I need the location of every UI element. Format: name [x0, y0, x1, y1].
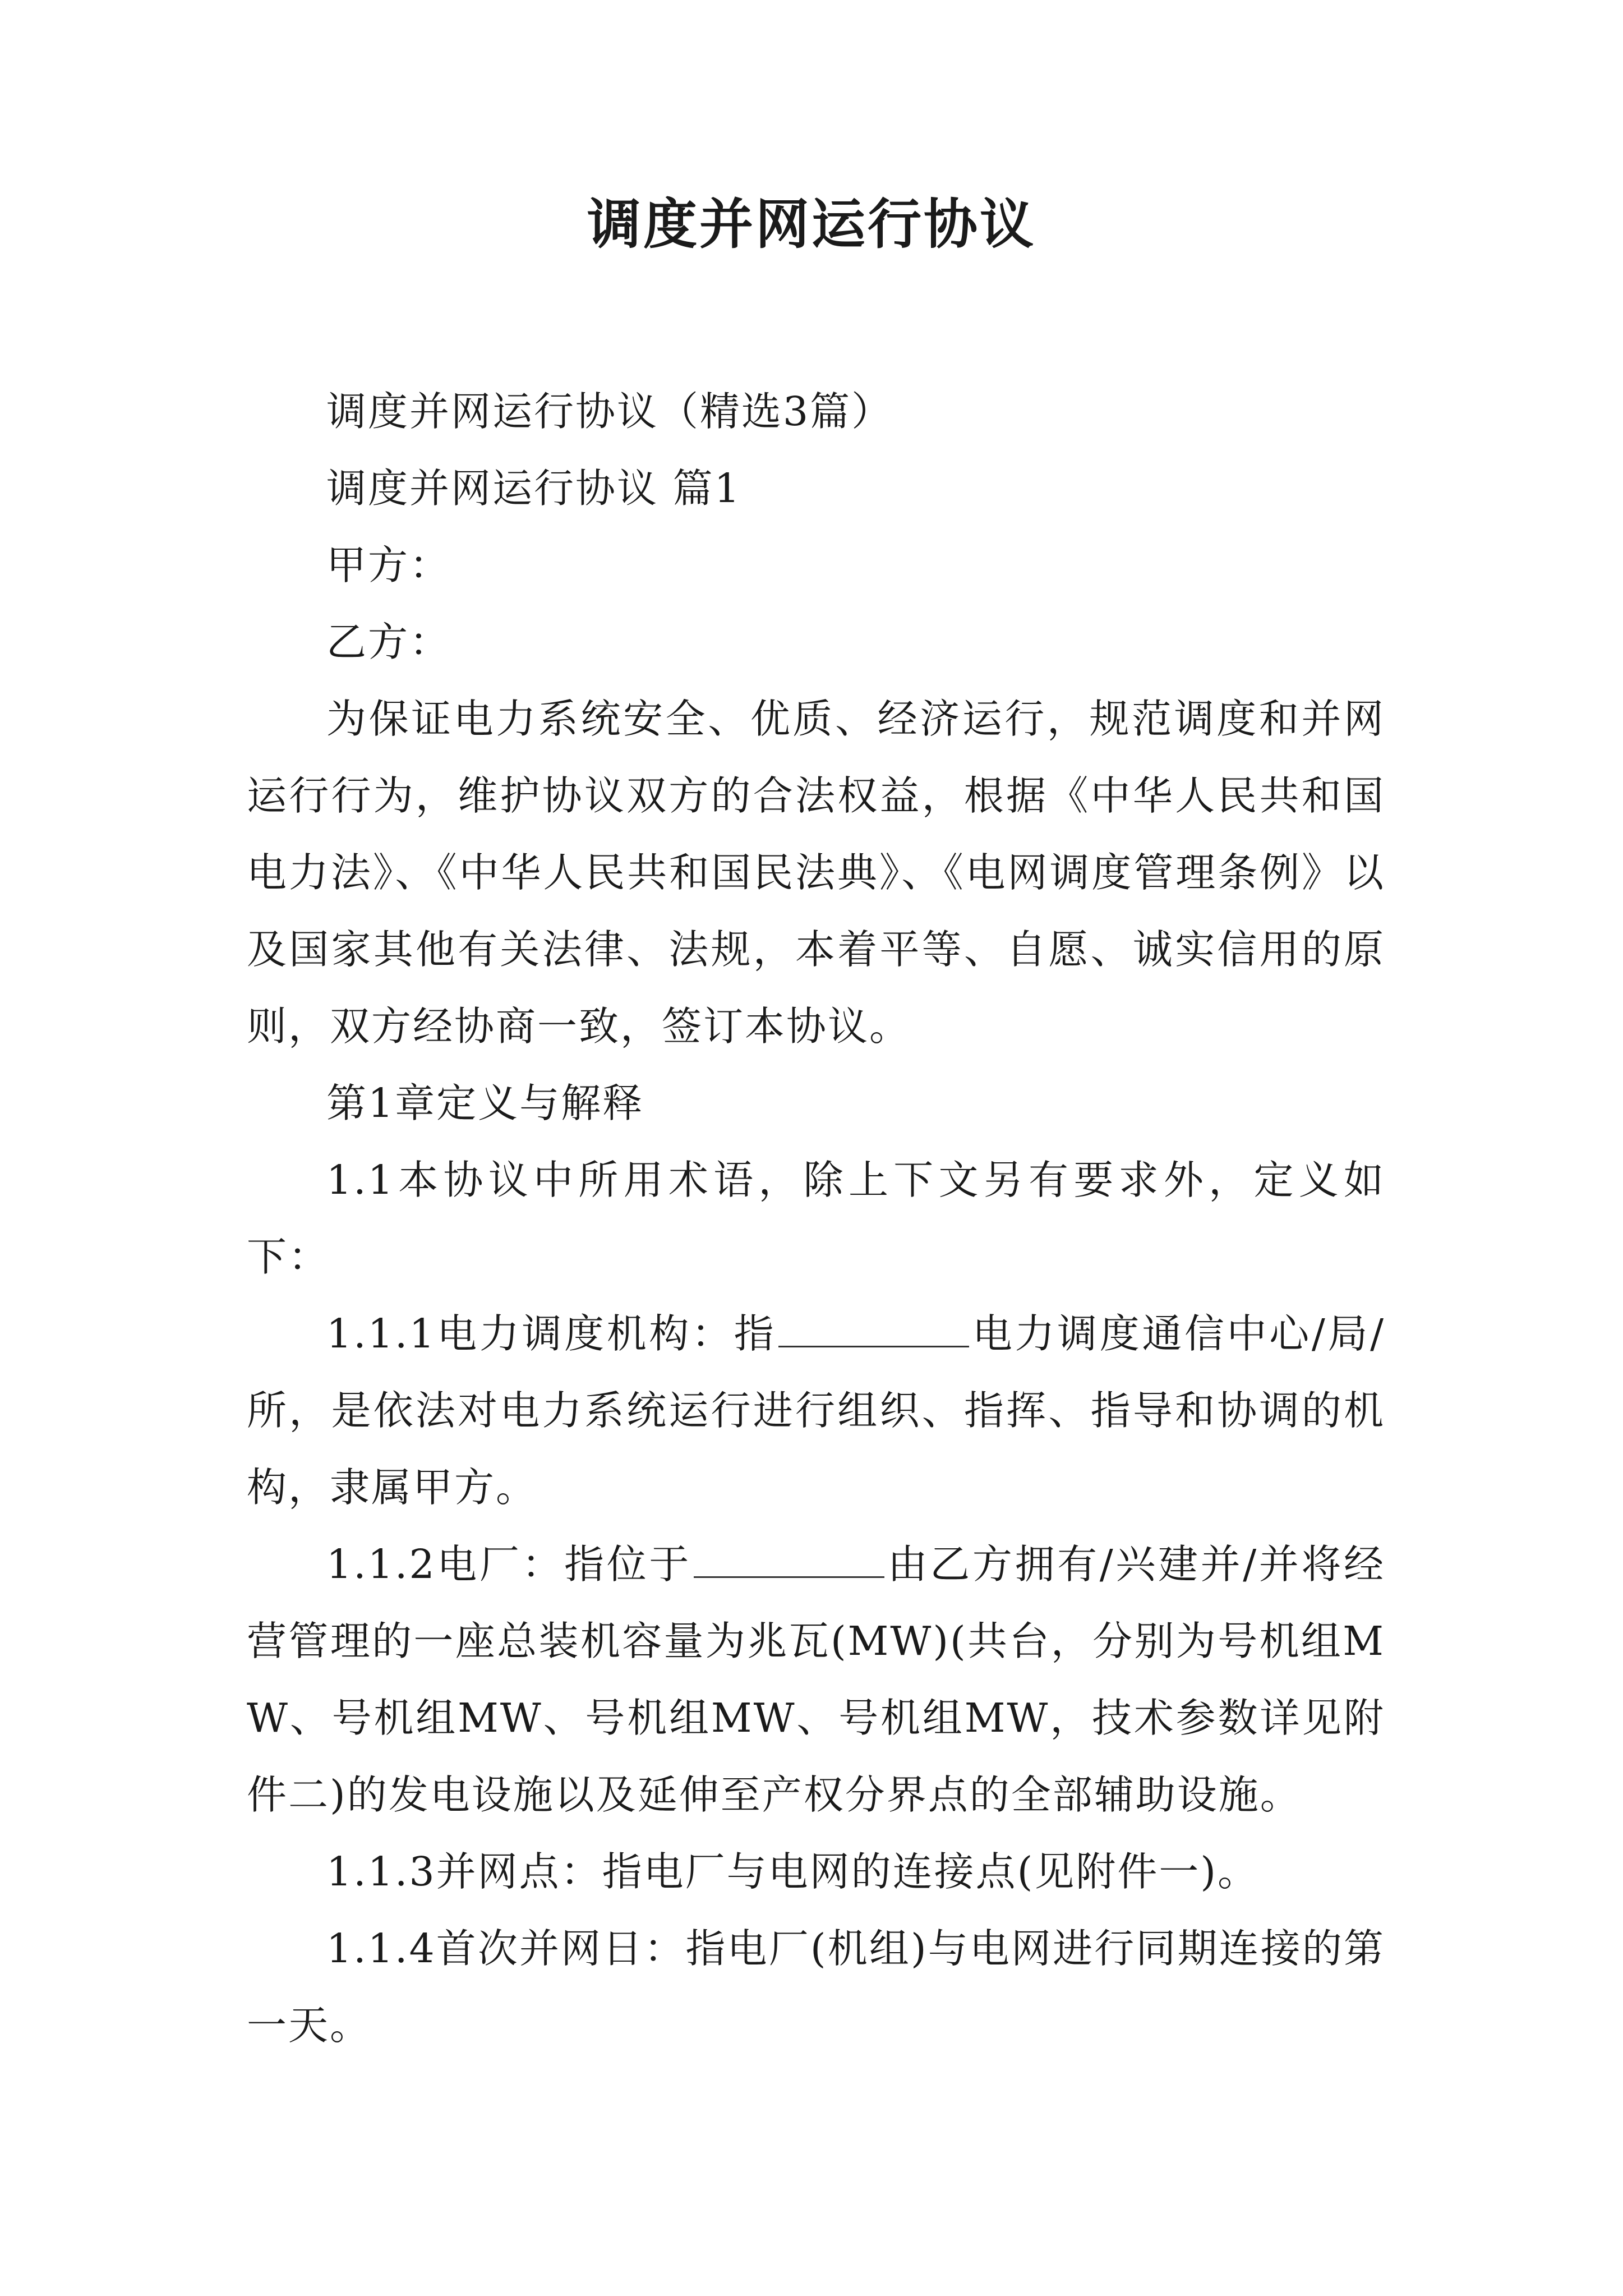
- clause-1-1-1-rest: 电力调度通信中心/局/所，是依法对电力系统运行进行组织、指挥、指导和协调的机构，隶属甲方。: [247, 1310, 1385, 1511]
- party-a: 甲方：: [326, 542, 451, 588]
- chapter-heading: 第1章定义与解释: [326, 1080, 644, 1126]
- document-body: [247, 373, 1385, 2064]
- clause-1-1-4: 1.1.4首次并网日：指电厂(机组)与电网进行同期连接的第一天。: [247, 1925, 1385, 2049]
- subtitle: 调度并网运行协议（精选3篇）: [326, 388, 893, 435]
- document-title: 调度并网运行协议: [587, 192, 1036, 256]
- preamble-paragraph: 为保证电力系统安全、优质、经济运行，规范调度和并网运行行为，维护协议双方的合法权益，根据《中华人民共和国电力法》、《中华人民共和国民法典》、《电网调度管理条例》以及国家其他有关法律、法规，本着平等、自愿、诚实信用的原则，双方经协商一致，签订本协议。: [247, 696, 1385, 1050]
- clause-1-1-2: [247, 1526, 1385, 1833]
- section-heading: 调度并网运行协议 篇1: [326, 465, 741, 512]
- fill-in-blank: [694, 1537, 884, 1578]
- clause-1-1-2-rest: 由乙方拥有/兴建并/并将经营管理的一座总装机容量为兆瓦(MW)(共台，分别为号机组MW、号机组MW、号机组MW、号机组MW，技术参数详见附件二)的发电设施以及延伸至产权分界点的全部辅助设施。: [247, 1541, 1385, 1818]
- clause-1-1: 1.1本协议中所用术语，除上下文另有要求外，定义如下：: [247, 1157, 1385, 1280]
- clause-1-1-1: [247, 1295, 1385, 1526]
- fill-in-blank: [778, 1306, 969, 1347]
- clause-1-1-3: 1.1.3并网点：指电厂与电网的连接点(见附件一)。: [326, 1848, 1260, 1895]
- clause-1-1-1-lead: 1.1.1电力调度机构：指: [326, 1310, 777, 1357]
- party-b: 乙方：: [326, 619, 451, 665]
- clause-1-1-2-lead: 1.1.2电厂：指位于: [326, 1541, 692, 1588]
